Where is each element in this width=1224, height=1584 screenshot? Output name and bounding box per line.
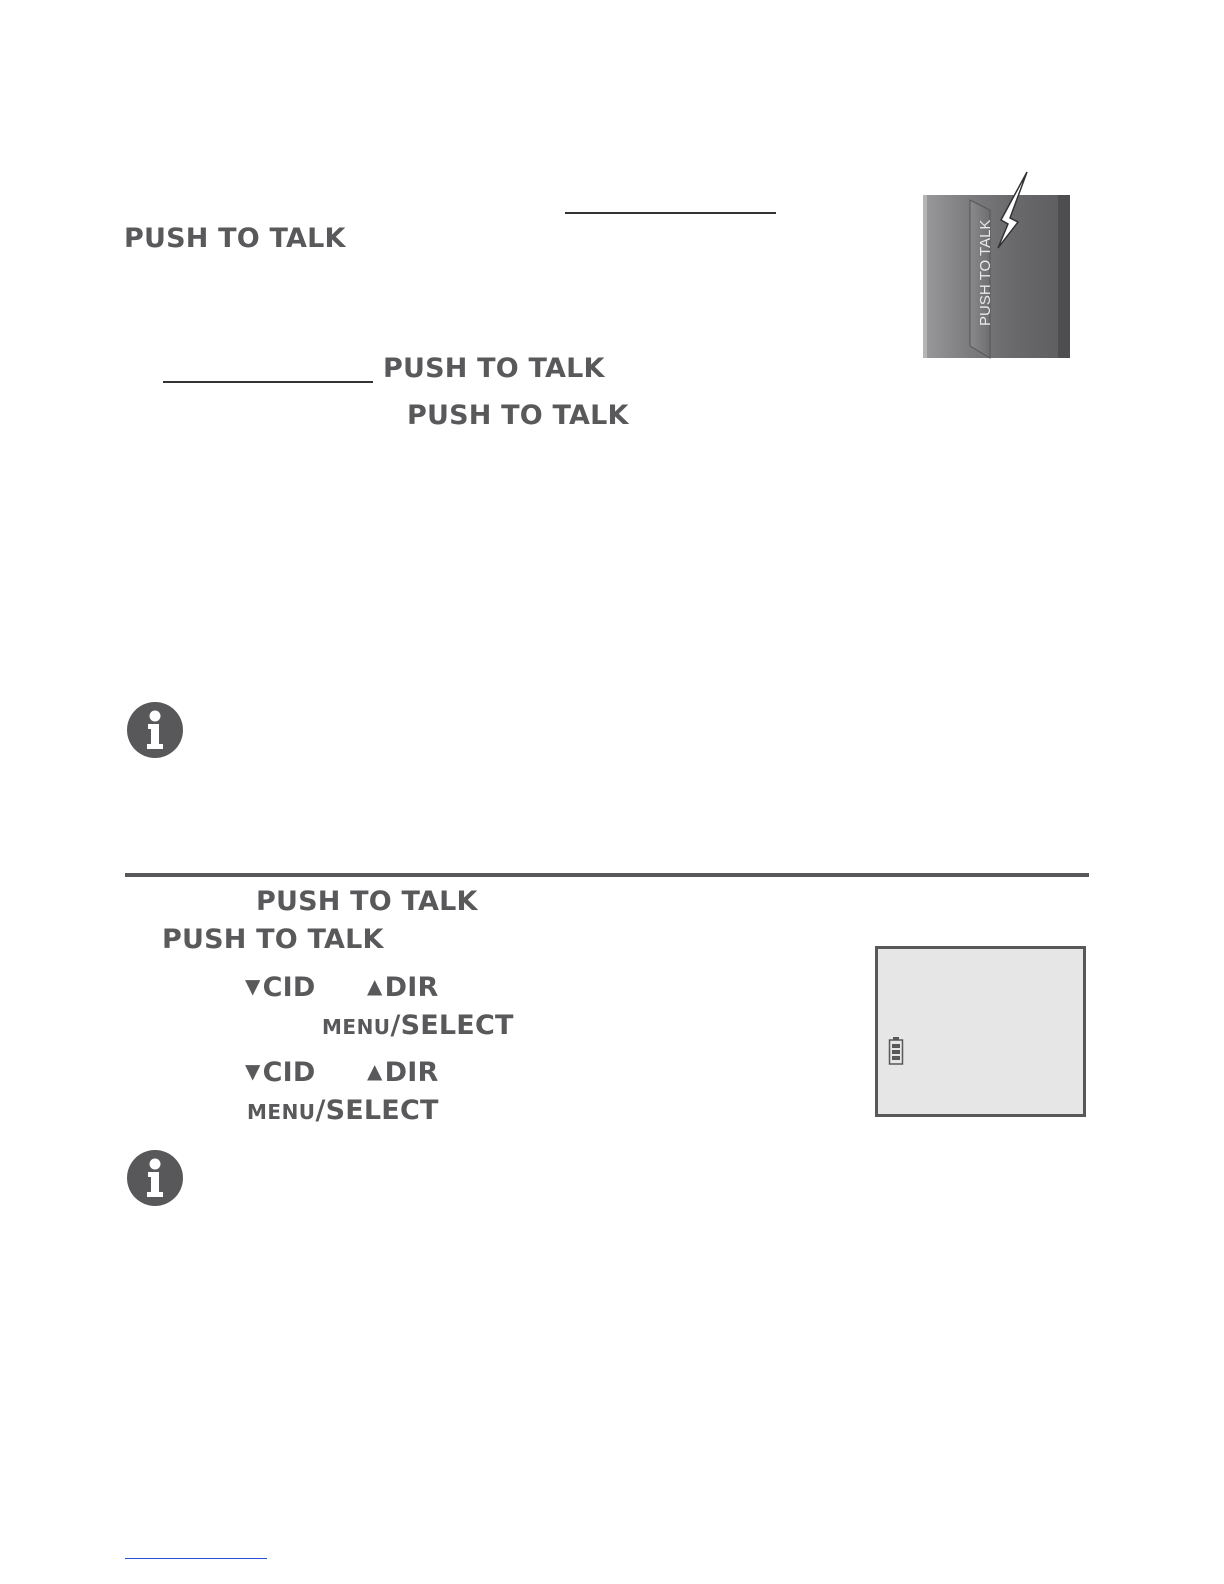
ptt-label-4: PUSH TO TALK xyxy=(256,886,478,917)
section-divider xyxy=(125,873,1089,877)
select-key-label: /SELECT xyxy=(390,1010,514,1041)
handset-side-image xyxy=(920,170,1075,362)
up-arrow-icon: ▲ xyxy=(367,1059,383,1083)
down-arrow-icon: ▼ xyxy=(245,974,261,998)
blank-underline-1 xyxy=(565,212,776,214)
dir-up-key xyxy=(367,974,438,1001)
cid-down-key xyxy=(245,974,315,1001)
ptt-label-3: PUSH TO TALK xyxy=(407,400,629,431)
ptt-label-1: PUSH TO TALK xyxy=(124,223,346,254)
battery-icon xyxy=(888,1036,904,1066)
ptt-label-5: PUSH TO TALK xyxy=(162,924,384,955)
footer-link[interactable] xyxy=(125,1558,267,1559)
cid-key-label: CID xyxy=(262,972,316,1003)
cid-down-key xyxy=(245,1059,315,1086)
handset-button-text: PUSH TO TALK xyxy=(977,219,994,326)
dir-key-label: DIR xyxy=(384,972,439,1003)
menu-key-small: MENU xyxy=(322,1015,391,1039)
down-arrow-icon: ▼ xyxy=(245,1059,261,1083)
cid-key-label: CID xyxy=(262,1057,316,1088)
lcd-screen xyxy=(875,946,1086,1117)
ptt-label-2: PUSH TO TALK xyxy=(383,353,605,384)
select-key-label: /SELECT xyxy=(315,1095,439,1126)
info-icon xyxy=(127,1150,183,1206)
menu-key-small: MENU xyxy=(247,1100,316,1124)
dir-up-key xyxy=(367,1059,438,1086)
dir-key-label: DIR xyxy=(384,1057,439,1088)
menu-select-key xyxy=(247,1097,439,1124)
info-icon xyxy=(127,702,183,758)
menu-select-key xyxy=(322,1012,514,1039)
up-arrow-icon: ▲ xyxy=(367,974,383,998)
blank-underline-2 xyxy=(163,381,373,383)
